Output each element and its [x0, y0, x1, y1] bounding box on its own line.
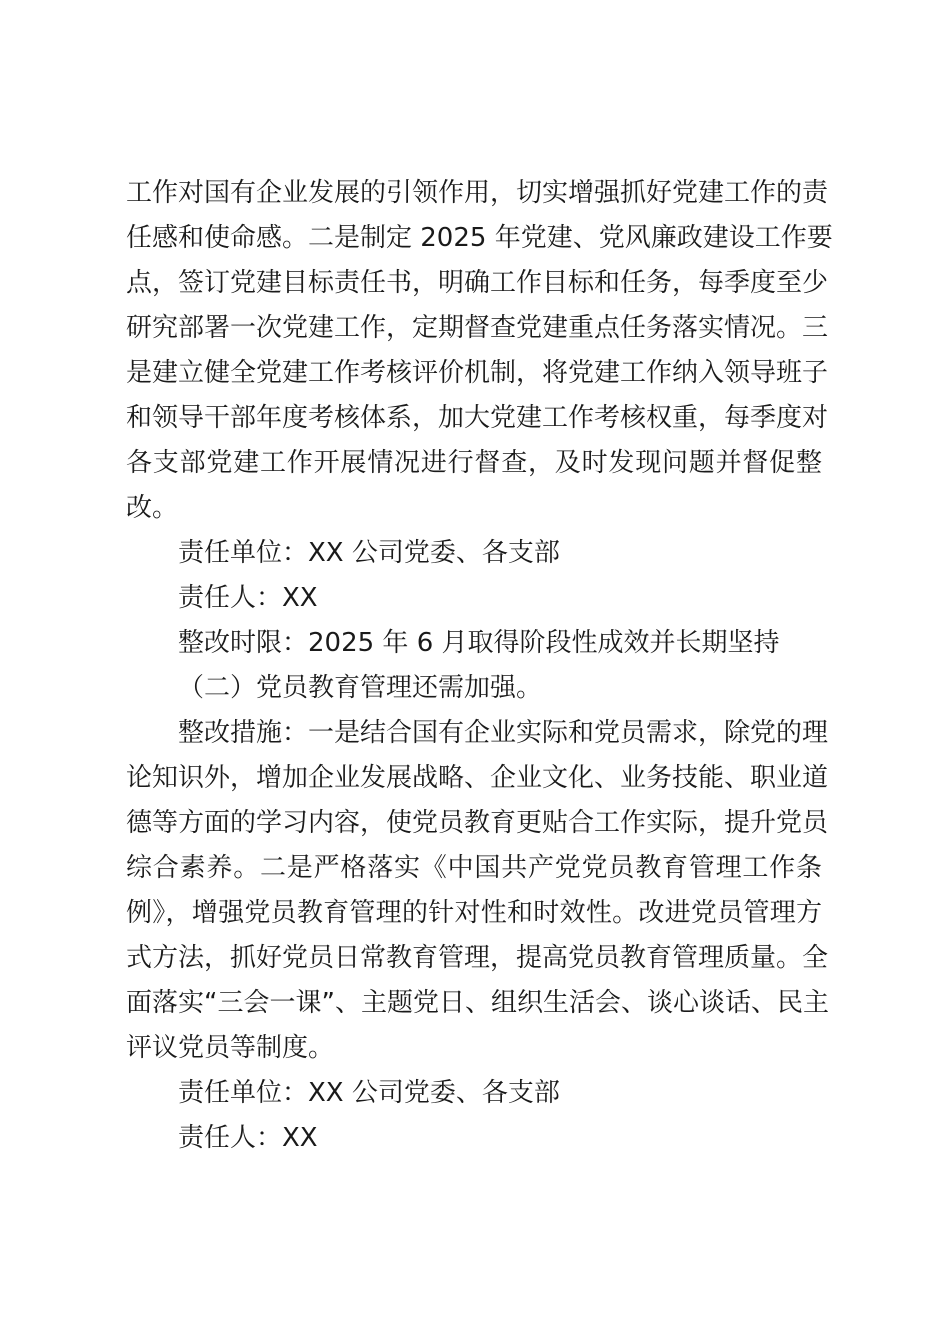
paragraph-party-building-measures — [126, 171, 833, 531]
paragraph-line: 式方法，抓好党员日常教育管理，提高党员教育管理质量。全 — [126, 943, 829, 973]
responsible-unit-2: 责任单位：XX 公司党委、各支部 — [178, 1078, 560, 1108]
responsible-person-1: 责任人：XX — [178, 583, 318, 613]
paragraph-line: 工作对国有企业发展的引领作用，切实增强抓好党建工作的责 — [126, 178, 829, 208]
paragraph-line: 面落实“三会一课”、主题党日、组织生活会、谈心谈话、民主 — [126, 988, 829, 1018]
paragraph-line: 任感和使命感。二是制定 2025 年党建、党风廉政建设工作要 — [126, 223, 833, 253]
paragraph-line: 点，签订党建目标责任书，明确工作目标和任务，每季度至少 — [126, 268, 829, 298]
paragraph-line: 综合素养。二是严格落实《中国共产党党员教育管理工作条 — [126, 853, 822, 883]
paragraph-line: 和领导干部年度考核体系，加大党建工作考核权重，每季度对 — [126, 403, 829, 433]
paragraph-education-measures — [126, 711, 829, 1071]
document-body — [126, 171, 833, 1161]
paragraph-line: 整改措施：一是结合国有企业实际和党员需求，除党的理 — [178, 718, 829, 748]
paragraph-line: 是建立健全党建工作考核评价机制，将党建工作纳入领导班子 — [126, 358, 829, 388]
paragraph-line: 评议党员等制度。 — [126, 1033, 335, 1063]
paragraph-line: 德等方面的学习内容，使党员教育更贴合工作实际，提升党员 — [126, 808, 829, 838]
paragraph-line: 各支部党建工作开展情况进行督查，及时发现问题并督促整 — [126, 448, 822, 478]
responsible-unit-1: 责任单位：XX 公司党委、各支部 — [178, 538, 560, 568]
paragraph-line: 论知识外，增加企业发展战略、企业文化、业务技能、职业道 — [126, 763, 829, 793]
paragraph-line: 例》，增强党员教育管理的针对性和时效性。改进党员管理方 — [126, 898, 822, 928]
deadline-1: 整改时限：2025 年 6 月取得阶段性成效并长期坚持 — [178, 628, 780, 658]
paragraph-line: 研究部署一次党建工作，定期督查党建重点任务落实情况。三 — [126, 313, 829, 343]
paragraph-line: 改。 — [126, 493, 179, 523]
responsible-person-2: 责任人：XX — [178, 1123, 318, 1153]
section-heading-2: （二）党员教育管理还需加强。 — [178, 673, 543, 703]
